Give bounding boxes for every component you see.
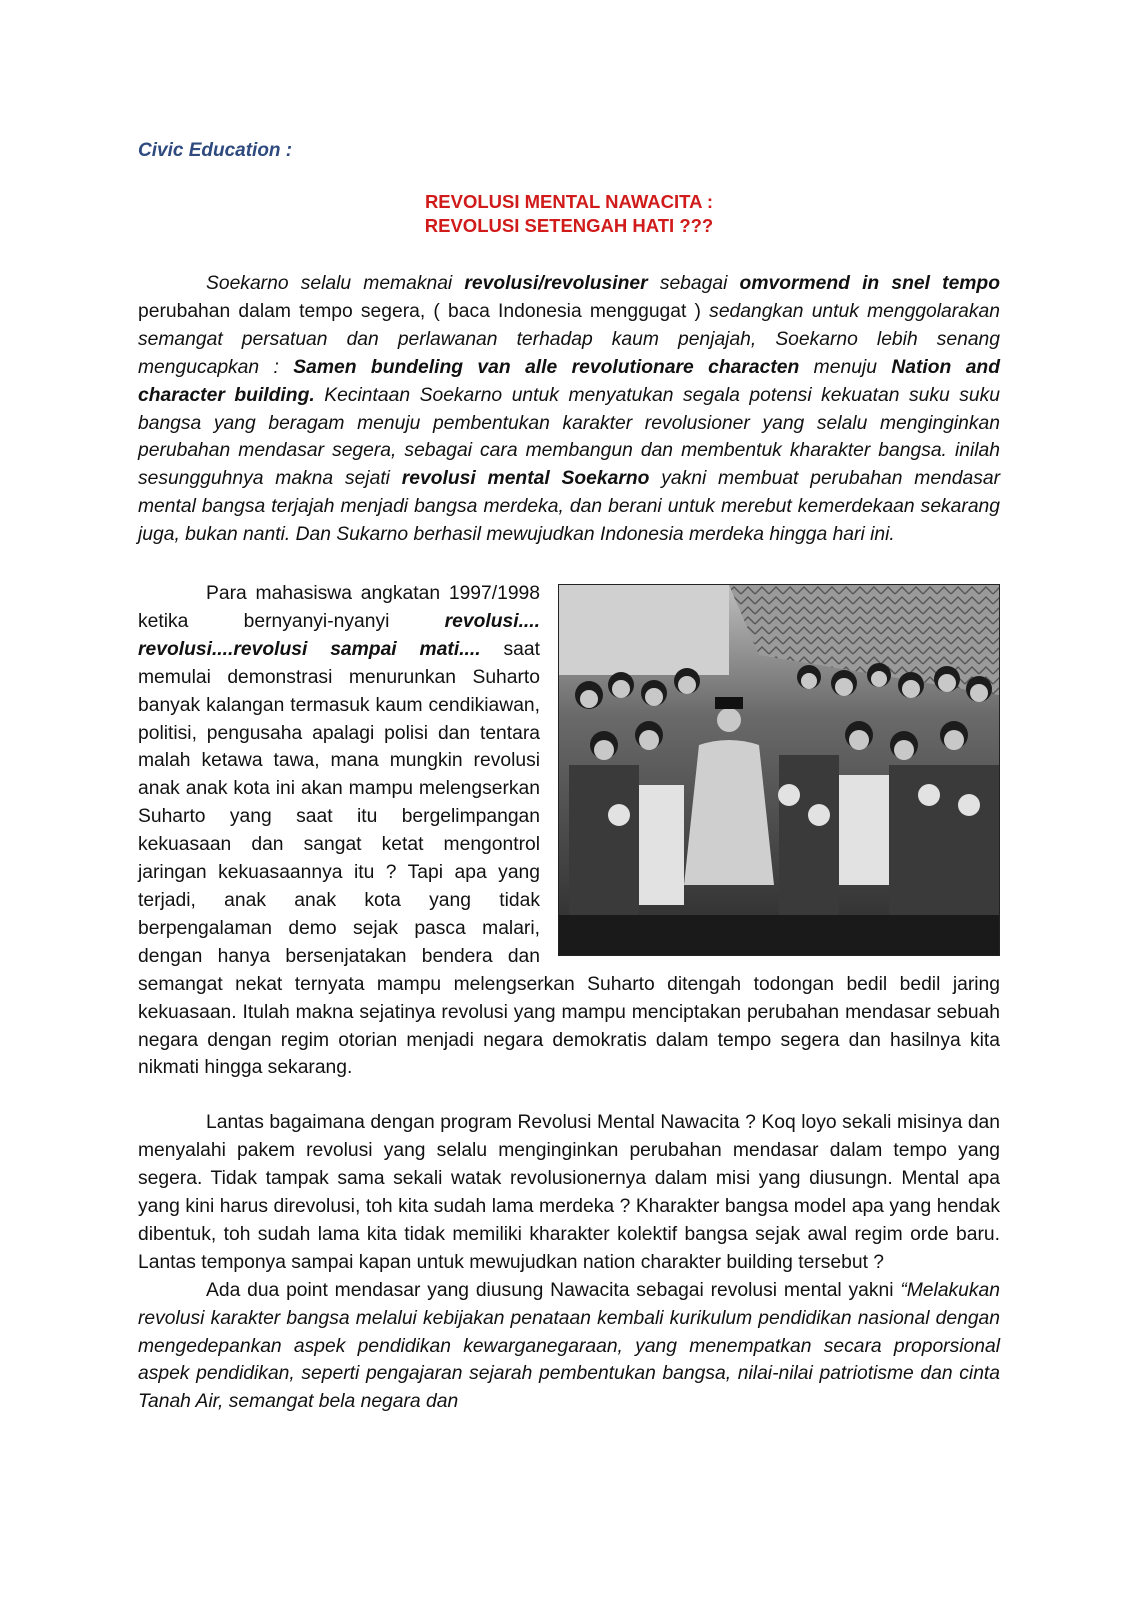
paragraph-3: Lantas bagaimana dengan program Revolusi Mental Nawacita ? Koq loyo sekali misinya dan menyalahi pakem revolusi yang selalu menginginkan perubahan mendasar dalam tempo yang segera. Tidak tampak sama sekali watak revolusionernya dalam misi yang diusungn. Mental apa yang kini harus direvolusi, toh kita sudah lama merdeka ? Kharakter bangsa model apa yang hendak dibentuk, toh sudah lama kita tidak memiliki kharakter kolektif bangsa sejak awal regim orde baru. Lantas temponya sampai kapan untuk mewujudkan nation charakter building tersebut ? [138,1112,1000,1273]
paragraph-2: Para mahasiswa angkatan 1997/1998 ketika bernyanyi-nyanyi revolusi.... revolusi....revolusi sampai mati.... saat memulai demonstrasi menurunkan Suharto banyak kalangan termasuk kaum cendikiawan, politisi, pengusaha apalagi polisi dan tentara malah ketawa tawa, mana mungkin revolusi anak anak kota ini akan mampu melengserkan Suharto yang saat itu bergelimpangan kekuasaan dan sangat ketat mengontrol jaringan kekuasaannya itu ? Tapi apa yang terjadi, anak anak kota yang tidak berpengalaman demo sejak pasca malari, dengan hanya bersenjatakan bendera dan semangat nekat ternyata mampu melengserkan Suharto ditengah todongan bedil bedil jaring kekuasaan. Itulah makna sejatinya revolusi yang mampu menciptakan perubahan mendasar sebuah negara dengan regim otorian menjadi negara demokratis dalam tempo segera dan hasilnya kita nikmati hingga sekarang. [138,583,1000,1079]
title-line-2: REVOLUSI SETENGAH HATI ??? [424,215,714,236]
section-label: Civic Education : [138,140,293,161]
group-photo-image [559,585,999,955]
document-title [138,190,1000,238]
paragraph-1: Soekarno selalu memaknai revolusi/revolusiner sebagai omvormend in snel tempo perubahan dalam tempo segera, ( baca Indonesia menggugat ) sedangkan untuk menggolarakan semangat persatuan dan perlawanan terhadap kaum penjajah, Soekarno lebih senang mengucapkan : Samen bundeling van alle revolutionare characten menuju Nation and character building. Kecintaan Soekarno untuk menyatukan segala potensi kekuatan suku suku bangsa yang beragam menuju pembentukan karakter revolusioner yang selalu menginginkan perubahan mendasar segera, sebagai cara membangun dan membentuk kharakter bangsa. inilah sesungguhnya makna sejati revolusi mental Soekarno yakni membuat perubahan mendasar mental bangsa terjajah menjadi bangsa merdeka, dan berani untuk merebut kemerdekaan sekarang juga, bukan nanti. Dan Sukarno berhasil mewujudkan Indonesia merdeka hingga hari ini. [138,273,1001,546]
historical-photo [558,584,1000,956]
body-continued [138,580,1000,1416]
paragraph-gap [138,1082,1000,1109]
title-line-1: REVOLUSI MENTAL NAWACITA : [424,191,714,212]
paragraph-4: Ada dua point mendasar yang diusung Nawacita sebagai revolusi mental yakni “Melakukan revolusi karakter bangsa melalui kebijakan penataan kembali kurikulum pendidikan nasional dengan mengedepankan aspek pendidikan kewarganegaraan, yang menempatkan secara proporsional aspek pendidikan, seperti pengajaran sejarah pembentukan bangsa, nilai-nilai patriotisme dan cinta Tanah Air, semangat bela negara dan [138,1279,1000,1413]
